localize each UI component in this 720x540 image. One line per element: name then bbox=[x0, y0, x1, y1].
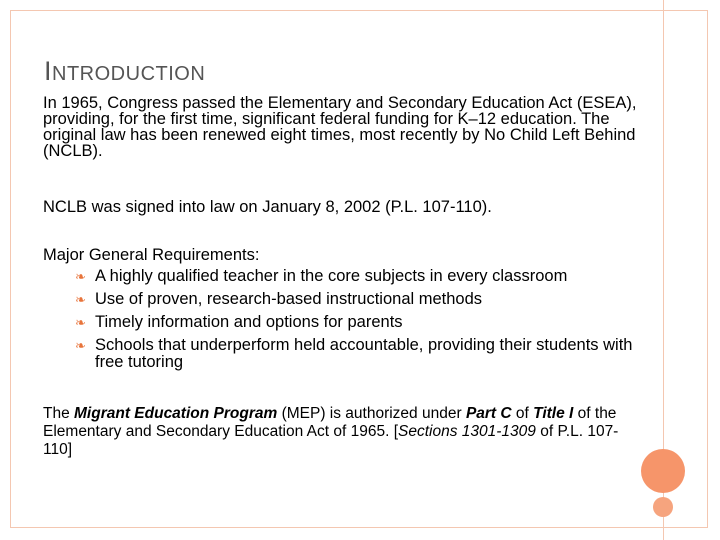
list-item bbox=[75, 291, 655, 308]
feather-bullet-icon: ❧ bbox=[75, 338, 86, 353]
mep-text: of the Elementary and Secondary Education Act of 1965. [ bbox=[43, 405, 617, 440]
feather-bullet-icon: ❧ bbox=[75, 315, 86, 330]
requirement-text: Timely information and options for parents bbox=[95, 313, 403, 331]
paragraph-mep-authorization bbox=[43, 405, 647, 459]
mep-text: of P.L. 107-110] bbox=[43, 423, 619, 458]
mep-title: Title I bbox=[533, 405, 574, 422]
slide-title bbox=[44, 56, 205, 87]
feather-bullet-icon: ❧ bbox=[75, 269, 86, 284]
requirement-text: Use of proven, research-based instructional methods bbox=[95, 290, 483, 308]
list-item bbox=[75, 314, 655, 331]
requirements-list bbox=[75, 268, 655, 377]
mep-text: The bbox=[43, 405, 75, 422]
paragraph-nclb-signed: NCLB was signed into law on January 8, 2002 (P.L. 107-110). bbox=[43, 198, 492, 216]
mep-part: Part C bbox=[465, 405, 512, 422]
feather-bullet-icon: ❧ bbox=[75, 292, 86, 307]
requirement-text: Schools that underperform held accountable, providing their students with free tutoring bbox=[95, 336, 633, 371]
mep-text: (MEP) is authorized under bbox=[277, 405, 466, 422]
list-item bbox=[75, 268, 655, 285]
requirements-heading: Major General Requirements: bbox=[43, 246, 260, 264]
paragraph-esea-history: In 1965, Congress passed the Elementary and Secondary Education Act (ESEA), providing, for the first time, significant federal funding for K–12 education. The original law has been renewed eight times, most recently by No Child Left Behind (NCLB). bbox=[43, 94, 637, 160]
requirement-text: A highly qualified teacher in the core subjects in every classroom bbox=[95, 267, 568, 285]
title-rest: NTRODUCTION bbox=[52, 63, 206, 85]
title-first-letter: I bbox=[44, 56, 53, 86]
mep-sections: Sections 1301-1309 bbox=[398, 423, 536, 440]
mep-program-name: Migrant Education Program bbox=[74, 405, 278, 422]
list-item bbox=[75, 337, 655, 371]
decorative-large-circle bbox=[641, 449, 685, 493]
mep-text: of bbox=[511, 405, 534, 422]
decorative-small-circle bbox=[653, 497, 673, 517]
